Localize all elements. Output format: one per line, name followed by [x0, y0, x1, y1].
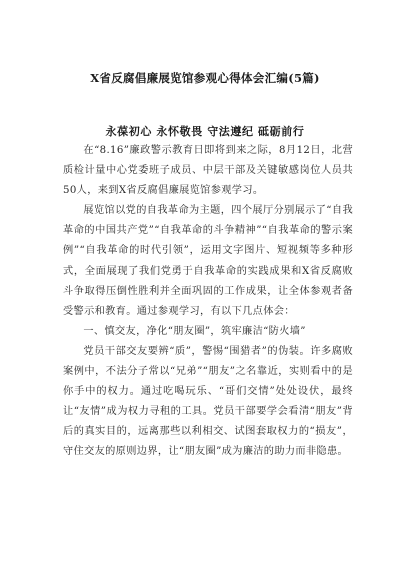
paragraph-heading: 一、慎交友，净化“朋友圈”，筑牢廉洁“防火墙” — [83, 325, 306, 337]
paragraph: 在“8.16”廉政警示教育日即将到来之际，8月12日，北营质检计量中心党委班子成员、中层干部及关键敏感岗位人员共50人，来到X省反腐倡廉展览馆参观学习。 — [63, 145, 353, 197]
paragraph: 党员干部交友要辨“质”，警惕“围猎者”的伪装。许多腐败案例中，不法分子常以“兄弟”“朋友”之名靠近，实则看中的是你手中的权力。通过吃喝玩乐、“哥们交情”处处设伏，最终让“友情”成为权力寻租的工具。党员干部要学会看清“朋友”背后的真实目的，远离那些以利相交、试图套取权力的“损友”，守住交友的原则边界，让“朋友圈”成为廉洁的助力而非隐患。 — [63, 345, 353, 458]
section-title: 永葆初心 永怀敬畏 守法遵纪 砥砺前行 — [105, 125, 305, 138]
document-title: X省反腐倡廉展览馆参观心得体会汇编(5篇) — [90, 71, 320, 85]
document-body — [63, 141, 353, 463]
paragraph: 展览馆以党的自我革命为主题，四个展厅分别展示了“自我革命的中国共产党”“自我革命的斗争精神”“自我革命的警示案例”“自我革命的时代引领”，运用文字图片、短视频等多种形式，全面展现了我们党勇于自我革命的实践成果和X省反腐败斗争取得压倒性胜利并全面巩固的工作成果，让全体参观者备受警示和教育。通过参观学习，有以下几点体会： — [63, 205, 353, 317]
